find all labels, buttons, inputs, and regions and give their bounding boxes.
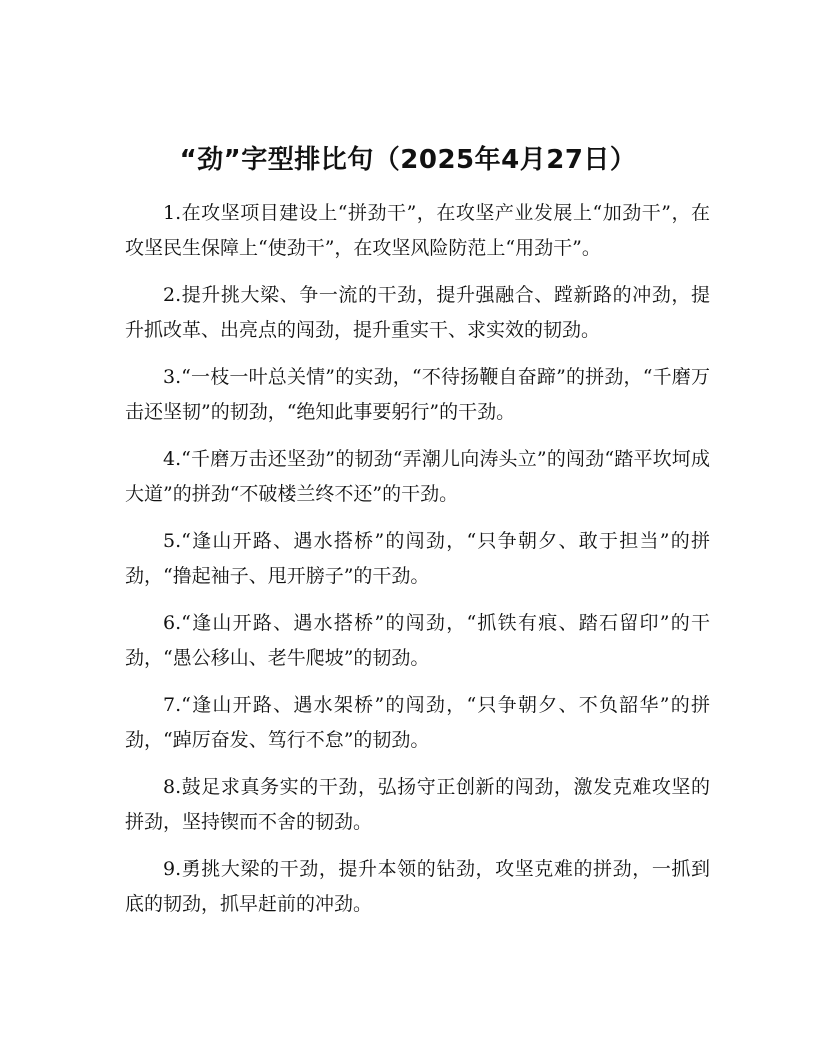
paragraph-6: 6.“逢山开路、遇水搭桥”的闯劲，“抓铁有痕、踏石留印”的干劲，“愚公移山、老牛爬坡”的韧劲。 [125, 612, 710, 669]
paragraph-3: 3.“一枝一叶总关情”的实劲，“不待扬鞭自奋蹄”的拼劲，“千磨万击还坚韧”的韧劲，“绝知此事要躬行”的干劲。 [125, 366, 710, 423]
paragraph-8: 8.鼓足求真务实的干劲，弘扬守正创新的闯劲，激发克难攻坚的拼劲，坚持锲而不舍的韧劲。 [125, 776, 710, 833]
document-title: “劲”字型排比句（2025年4月27日） [179, 145, 637, 175]
paragraph-9: 9.勇挑大梁的干劲，提升本领的钻劲，攻坚克难的拼劲，一抓到底的韧劲，抓早赶前的冲劲。 [125, 858, 710, 915]
paragraph-4: 4.“千磨万击还坚劲”的韧劲“弄潮儿向涛头立”的闯劲“踏平坎坷成大道”的拼劲“不破楼兰终不还”的干劲。 [125, 448, 710, 505]
paragraph-1: 1.在攻坚项目建设上“拼劲干”，在攻坚产业发展上“加劲干”，在攻坚民生保障上“使劲干”，在攻坚风险防范上“用劲干”。 [125, 202, 710, 259]
paragraph-5: 5.“逢山开路、遇水搭桥”的闯劲，“只争朝夕、敢于担当”的拼劲，“撸起袖子、甩开膀子”的干劲。 [125, 530, 710, 587]
paragraph-2: 2.提升挑大梁、争一流的干劲，提升强融合、蹚新路的冲劲，提升抓改革、出亮点的闯劲，提升重实干、求实效的韧劲。 [125, 284, 710, 341]
paragraph-7: 7.“逢山开路、遇水架桥”的闯劲，“只争朝夕、不负韶华”的拼劲，“踔厉奋发、笃行不怠”的韧劲。 [125, 694, 710, 751]
document-body [125, 196, 710, 934]
